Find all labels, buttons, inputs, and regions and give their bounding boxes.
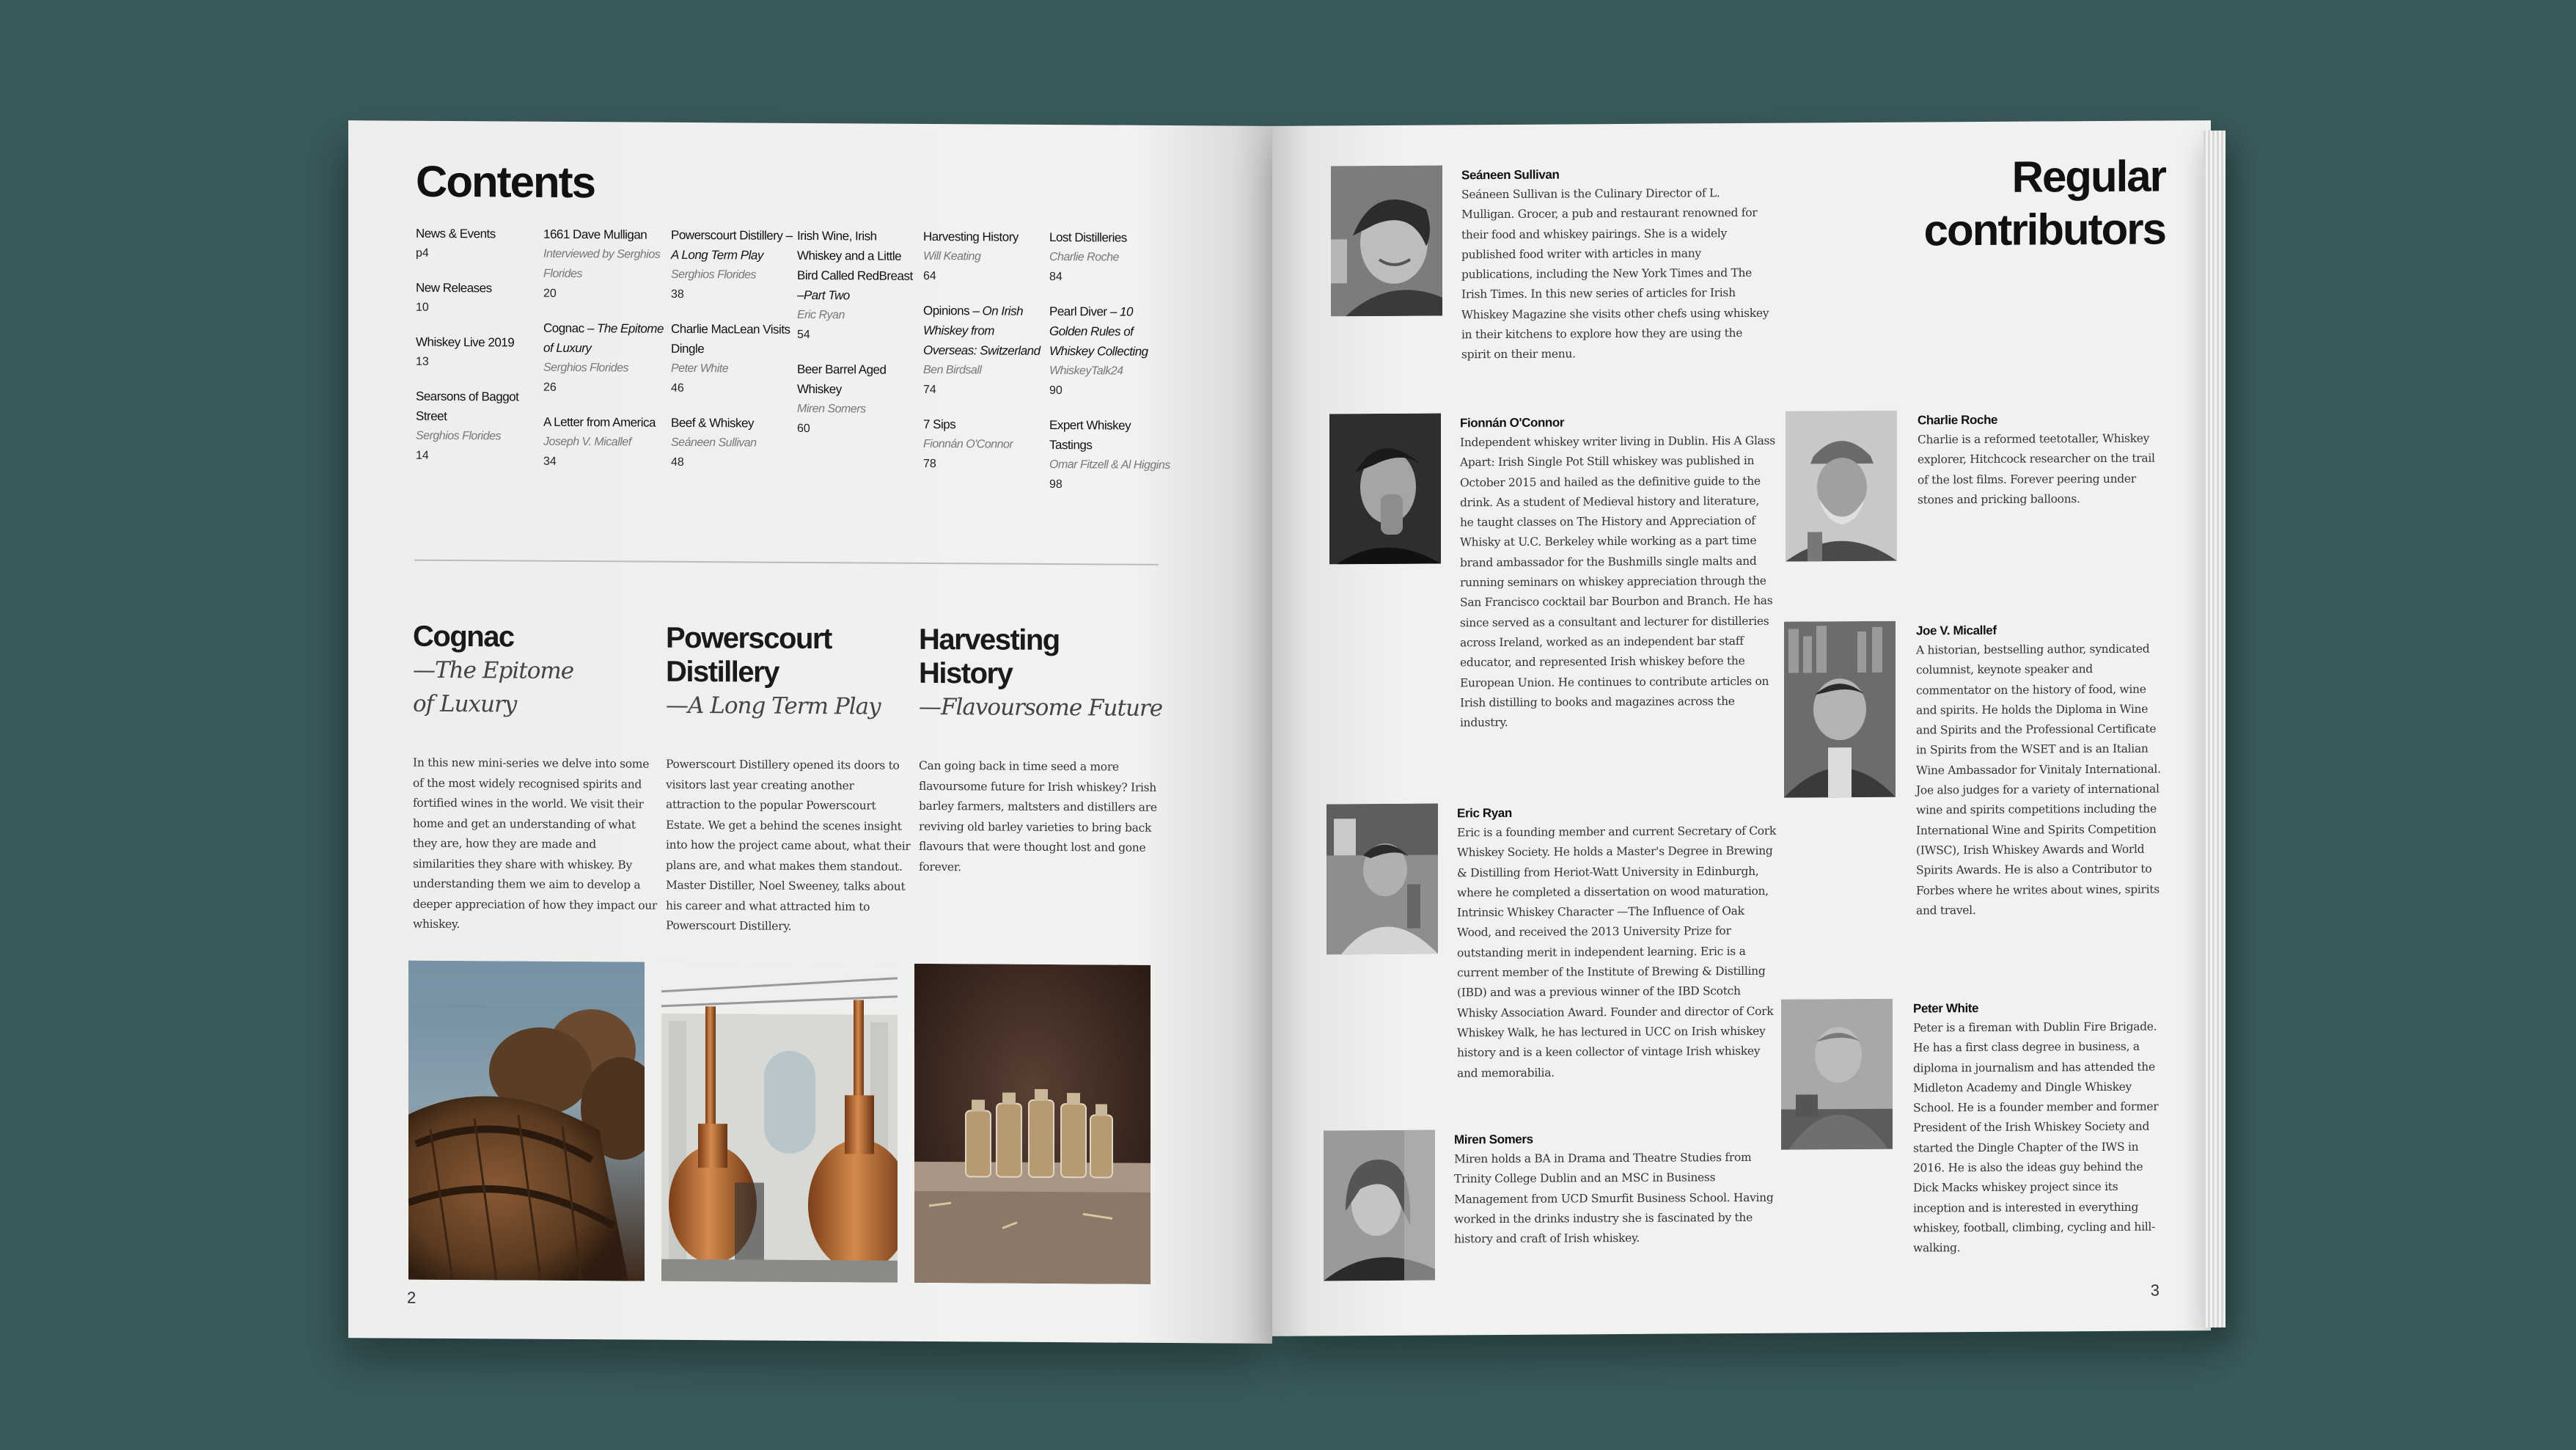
toc-entry-title-text: 1661 Dave Mulligan: [543, 227, 647, 242]
heading-line-2: contributors: [1923, 204, 2165, 255]
feature-cognac: [413, 620, 655, 722]
contributor-bio: A historian, bestselling author, syndicated columnist, keynote speaker and commentator on the history of food, wine and spirits. He holds the Diploma in Wine and Spirits and the Professional Certificate in Spirits from the WSET and is an Italian Wine Ambassador for Vinitaly International. Joe also judges for a variety of international wine and spirits competitions including the International Wine and Spirits Competition (IWSC), Irish Whiskey Awards and World Spirits Awards. He is also a Contributor to Forbes where he writes about wines, spirits and travel.: [1916, 642, 2161, 918]
toc-entry-subtitle: –Part Two: [797, 288, 850, 303]
toc-entry-author: Miren Somers: [797, 402, 866, 416]
toc-entry-page: 90: [1049, 384, 1063, 398]
toc-entry-subtitle: – On Irish Whiskey from Overseas: Switzerland: [923, 304, 1041, 358]
toc-entry-page: 46: [671, 381, 684, 395]
toc-entry-title-text: News & Events: [416, 226, 496, 241]
feature-subtitle: —The Epitome of Luxury: [413, 656, 574, 718]
section-divider: [414, 560, 1159, 565]
contributor-name: Charlie Roche: [1918, 412, 1998, 428]
contributor-name: Miren Somers: [1454, 1132, 1533, 1147]
toc-entry-page: 98: [1049, 477, 1063, 491]
portrait-miren-somers: [1324, 1130, 1435, 1281]
toc-entry-author: Fionnán O'Connor: [923, 437, 1013, 451]
toc-entry[interactable]: [923, 414, 1046, 475]
contents-heading: Contents: [416, 156, 595, 208]
toc-entry-title-text: Opinions: [923, 303, 970, 318]
feature-title: Powerscourt Distillery: [666, 621, 832, 689]
toc-entry[interactable]: [1049, 415, 1173, 495]
toc-entry-page: 13: [416, 355, 429, 368]
toc-entry-title-text: Powerscourt Distillery: [671, 227, 783, 243]
contributor-name: Seáneen Sullivan: [1461, 167, 1560, 183]
feature-body-cognac: In this new mini-series we delve into some of the most widely recognised spirits and fortified wines in the world. We visit their home and get an understanding of what they are, how they are made and similarities they share with whiskey. By understanding them we aim to develop a deeper appreciation of how they impact our whiskey.: [413, 755, 658, 931]
toc-entry-title: [1049, 301, 1173, 362]
toc-entry[interactable]: [416, 224, 539, 264]
page-number-left: 2: [407, 1288, 417, 1307]
portrait-joe-micallef: [1784, 621, 1896, 798]
toc-column: [671, 225, 794, 488]
toc-entry-title: [923, 227, 1046, 247]
toc-entry[interactable]: [416, 387, 539, 466]
toc-entry-title-text: Lost Distilleries: [1049, 230, 1127, 245]
toc-entry-title-text: Harvesting History: [923, 229, 1019, 244]
contributor-name: Joe V. Micallef: [1916, 623, 1997, 638]
toc-entry[interactable]: [671, 319, 794, 399]
toc-entry-title: [1049, 415, 1173, 455]
right-page: [1272, 120, 2211, 1336]
toc-entry-page: 48: [671, 455, 684, 469]
photo-powerscourt-stills: [661, 962, 898, 1283]
page-edges: [2203, 131, 2225, 1328]
contributor-bio: Independent whiskey writer living in Dublin. His A Glass Apart: Irish Single Pot Still whiskey was published in October 2015 and hailed as the definitive guide to the drink. As a student of Medieval history and literature, he taught classes on The History and Appreciation of Whisky at U.C. Berkeley while working as a part time brand ambassador for the Bushmills single malts and running seminars on whiskey appreciation through the San Francisco cocktail bar Bourbon and Branch. He has since served as a consultant and lecturer for distilleries across Ireland, worked as an independent bar staff educator, and represented Irish whiskey before the European Union. He continues to contribute articles on Irish distilling to books and magazines across the industry.: [1460, 433, 1775, 730]
toc-entry-page: 64: [923, 269, 936, 283]
toc-entry-subtitle: – A Long Term Play: [671, 228, 793, 263]
toc-entry-page: 38: [671, 288, 684, 301]
toc-entry-title-text: Searsons of Baggot Street: [416, 389, 519, 423]
toc-entry-title-text: Cognac: [543, 321, 584, 336]
toc-entry-title: [797, 359, 920, 400]
toc-entry[interactable]: [923, 301, 1046, 400]
toc-entry-title: [416, 224, 539, 244]
portrait-peter-white: [1781, 999, 1893, 1150]
feature-harvesting: [919, 623, 1161, 725]
toc-entry[interactable]: [923, 227, 1046, 287]
toc-entry-author: Joseph V. Micallef: [543, 435, 631, 449]
toc-entry-title: [416, 332, 539, 353]
toc-entry[interactable]: [671, 413, 794, 473]
portrait-charlie-roche: [1786, 411, 1897, 562]
toc-entry-author: Serghios Florides: [543, 361, 628, 375]
toc-entry-author: Serghios Florides: [416, 429, 501, 443]
toc-entry-title-text: New Releases: [416, 280, 492, 296]
toc-entry-page: 34: [543, 455, 557, 468]
contributor-name: Eric Ryan: [1457, 805, 1512, 821]
toc-entry-title: [797, 226, 920, 306]
contributor-bio: Seáneen Sullivan is the Culinary Director of L. Mulligan. Grocer, a pub and restaurant renowned for their food and whiskey pairings. She is a widely published food writer with articles in many publications, including the New York Times and The Irish Times. In this new series of articles for Irish Whiskey Magazine she visits other chefs using whiskey in their kitchens to explore how they are using the spirit on their menu.: [1461, 186, 1769, 362]
toc-column: [797, 226, 920, 454]
toc-entry-title: [543, 224, 667, 245]
toc-entry-title-text: A Letter from America: [543, 414, 656, 430]
portrait-fionnan-oconnor: [1329, 414, 1441, 565]
toc-column: [1049, 227, 1173, 510]
toc-entry-title-text: Beef & Whiskey: [671, 415, 754, 431]
toc-entry-author: Ben Birdsall: [923, 363, 982, 377]
toc-entry[interactable]: [543, 412, 667, 472]
contributor-bio: Charlie is a reformed teetotaller, Whiskey explorer, Hitchcock researcher on the trail of the lost films. Forever peering under stones and pricking balloons.: [1918, 431, 2155, 507]
feature-subtitle: —Flavoursome Future: [919, 693, 1163, 722]
toc-column: [923, 227, 1046, 489]
toc-entry-page: 60: [797, 422, 810, 435]
toc-entry-page: 20: [543, 287, 557, 300]
contributor-name: Fionnán O'Connor: [1460, 415, 1565, 431]
feature-body-harvesting: Can going back in time seed a more flavoursome future for Irish whiskey? Irish barley farmers, maltsters and distillers are reviving old barley varieties to bring back flavours that were thought lost and gone forever.: [919, 758, 1157, 874]
toc-entry-page: p4: [416, 246, 429, 260]
toc-entry-title-text: Irish Wine, Irish Whiskey and a Little Bird Called RedBreast: [797, 228, 913, 283]
toc-entry[interactable]: [797, 226, 920, 345]
toc-entry-author: Serghios Florides: [671, 268, 756, 282]
contributor-name: Peter White: [1913, 1001, 1979, 1016]
feature-title: Harvesting History: [919, 623, 1060, 690]
toc-entry-author: Eric Ryan: [797, 308, 845, 322]
toc-entry-title: [543, 318, 667, 359]
toc-entry-page: 84: [1049, 270, 1063, 284]
toc-entry-title: [923, 414, 1046, 435]
feature-powerscourt: [666, 621, 908, 724]
toc-column: [416, 224, 539, 481]
toc-entry-title: [671, 225, 794, 266]
toc-entry[interactable]: [1049, 227, 1173, 288]
regular-contributors-heading: [1924, 150, 2165, 257]
toc-entry-title-text: 7 Sips: [923, 417, 956, 432]
portrait-seaneen-sullivan: [1331, 165, 1442, 316]
toc-entry-page: 74: [923, 383, 936, 397]
toc-entry-page: 26: [543, 381, 557, 394]
contributor-bio: Eric is a founding member and current Secretary of Cork Whiskey Society. He holds a Master's Degree in Brewing & Distilling from Heriot-Watt University in Edinburgh, where he completed a dissertation on wood maturation, Intrinsic Whiskey Character —The Influence of Oak Wood, and received the 2013 University Prize for outstanding merit in independent learning. Eric is a current member of the Institute of Brewing & Distilling (IBD) and was a previous winner of the IBD Scotch Whisky Association Award. Founder and director of Cork Whiskey Walk, he has lectured in UCC on Irish whiskey history and is a keen collector of vintage Irish whiskey and memorabilia.: [1457, 824, 1777, 1080]
toc-entry-author: Omar Fitzell & Al Higgins: [1049, 458, 1170, 472]
toc-entry-author: Interviewed by Serghios Florides: [543, 247, 661, 281]
toc-entry-title: [543, 412, 667, 433]
toc-entry-title: [416, 278, 539, 299]
toc-entry-title-text: Charlie MacLean Visits Dingle: [671, 321, 790, 356]
toc-entry-subtitle: – The Epitome of Luxury: [543, 321, 664, 356]
toc-entry-author: Will Keating: [923, 249, 981, 263]
toc-entry-title: [671, 413, 794, 433]
feature-subtitle: —A Long Term Play: [666, 692, 881, 720]
toc-entry-page: 10: [416, 301, 429, 314]
toc-entry-title-text: Pearl Diver: [1049, 304, 1107, 319]
toc-entry[interactable]: [671, 225, 794, 305]
toc-entry-title-text: Whiskey Live 2019: [416, 334, 515, 350]
page-number-right: 3: [2150, 1281, 2159, 1300]
toc-entry-title-text: Beer Barrel Aged Whiskey: [797, 362, 887, 397]
contributor-bio: Miren holds a BA in Drama and Theatre Studies from Trinity College Dublin and an MSC in Business Management from UCD Smurfit Business School. Having worked in the drinks industry she is fascinated by the history and craft of Irish whiskey.: [1454, 1150, 1774, 1246]
toc-entry-page: 14: [416, 449, 429, 462]
portrait-eric-ryan: [1326, 804, 1438, 955]
toc-entry[interactable]: [543, 318, 667, 398]
toc-entry-page: 78: [923, 457, 936, 471]
toc-entry[interactable]: [543, 224, 667, 304]
left-page: [348, 120, 1272, 1344]
toc-entry[interactable]: [416, 278, 539, 318]
photo-harvesting-vials: [914, 964, 1151, 1284]
photo-cognac-barrels: [408, 961, 645, 1281]
toc-entry-author: Peter White: [671, 362, 729, 376]
toc-entry[interactable]: [416, 332, 539, 373]
feature-body-powerscourt: Powerscourt Distillery opened its doors to visitors last year creating another attraction to the popular Powerscourt Estate. We get a behind the scenes insight into how the project came about, what their plans are, and what makes them standout. Master Distiller, Noel Sweeney, talks about his career and what attracted him to Powerscourt Distillery.: [666, 757, 911, 933]
toc-entry[interactable]: [1049, 301, 1173, 401]
toc-entry-author: WhiskeyTalk24: [1049, 364, 1123, 378]
toc-entry-title: [923, 301, 1046, 361]
toc-entry-subtitle: – 10 Golden Rules of Whiskey Collecting: [1049, 304, 1148, 359]
contributor-bio: Peter is a fireman with Dublin Fire Brigade. He has a first class degree in business, a diploma in journalism and has attended the Midleton Academy and Dingle Whiskey School. He is a founder member and former President of the Irish Whiskey Society and started the Dingle Chapter of the IWS in 2016. He is also the ideas guy behind the Dick Macks whiskey project since its inception and is interested in everything whiskey, football, climbing, cycling and hill-walking.: [1913, 1019, 2159, 1255]
heading-line-1: Regular: [2011, 151, 2165, 202]
toc-entry[interactable]: [797, 359, 920, 439]
toc-entry-title: [1049, 227, 1173, 248]
toc-entry-title: [416, 387, 539, 427]
toc-entry-author: Seáneen Sullivan: [671, 436, 757, 450]
toc-entry-title-text: Expert Whiskey Tastings: [1049, 417, 1131, 453]
toc-entry-author: Charlie Roche: [1049, 250, 1119, 264]
toc-entry-title: [671, 319, 794, 359]
toc-entry-page: 54: [797, 328, 810, 341]
toc-column: [543, 224, 667, 487]
feature-title: Cognac: [413, 620, 514, 653]
